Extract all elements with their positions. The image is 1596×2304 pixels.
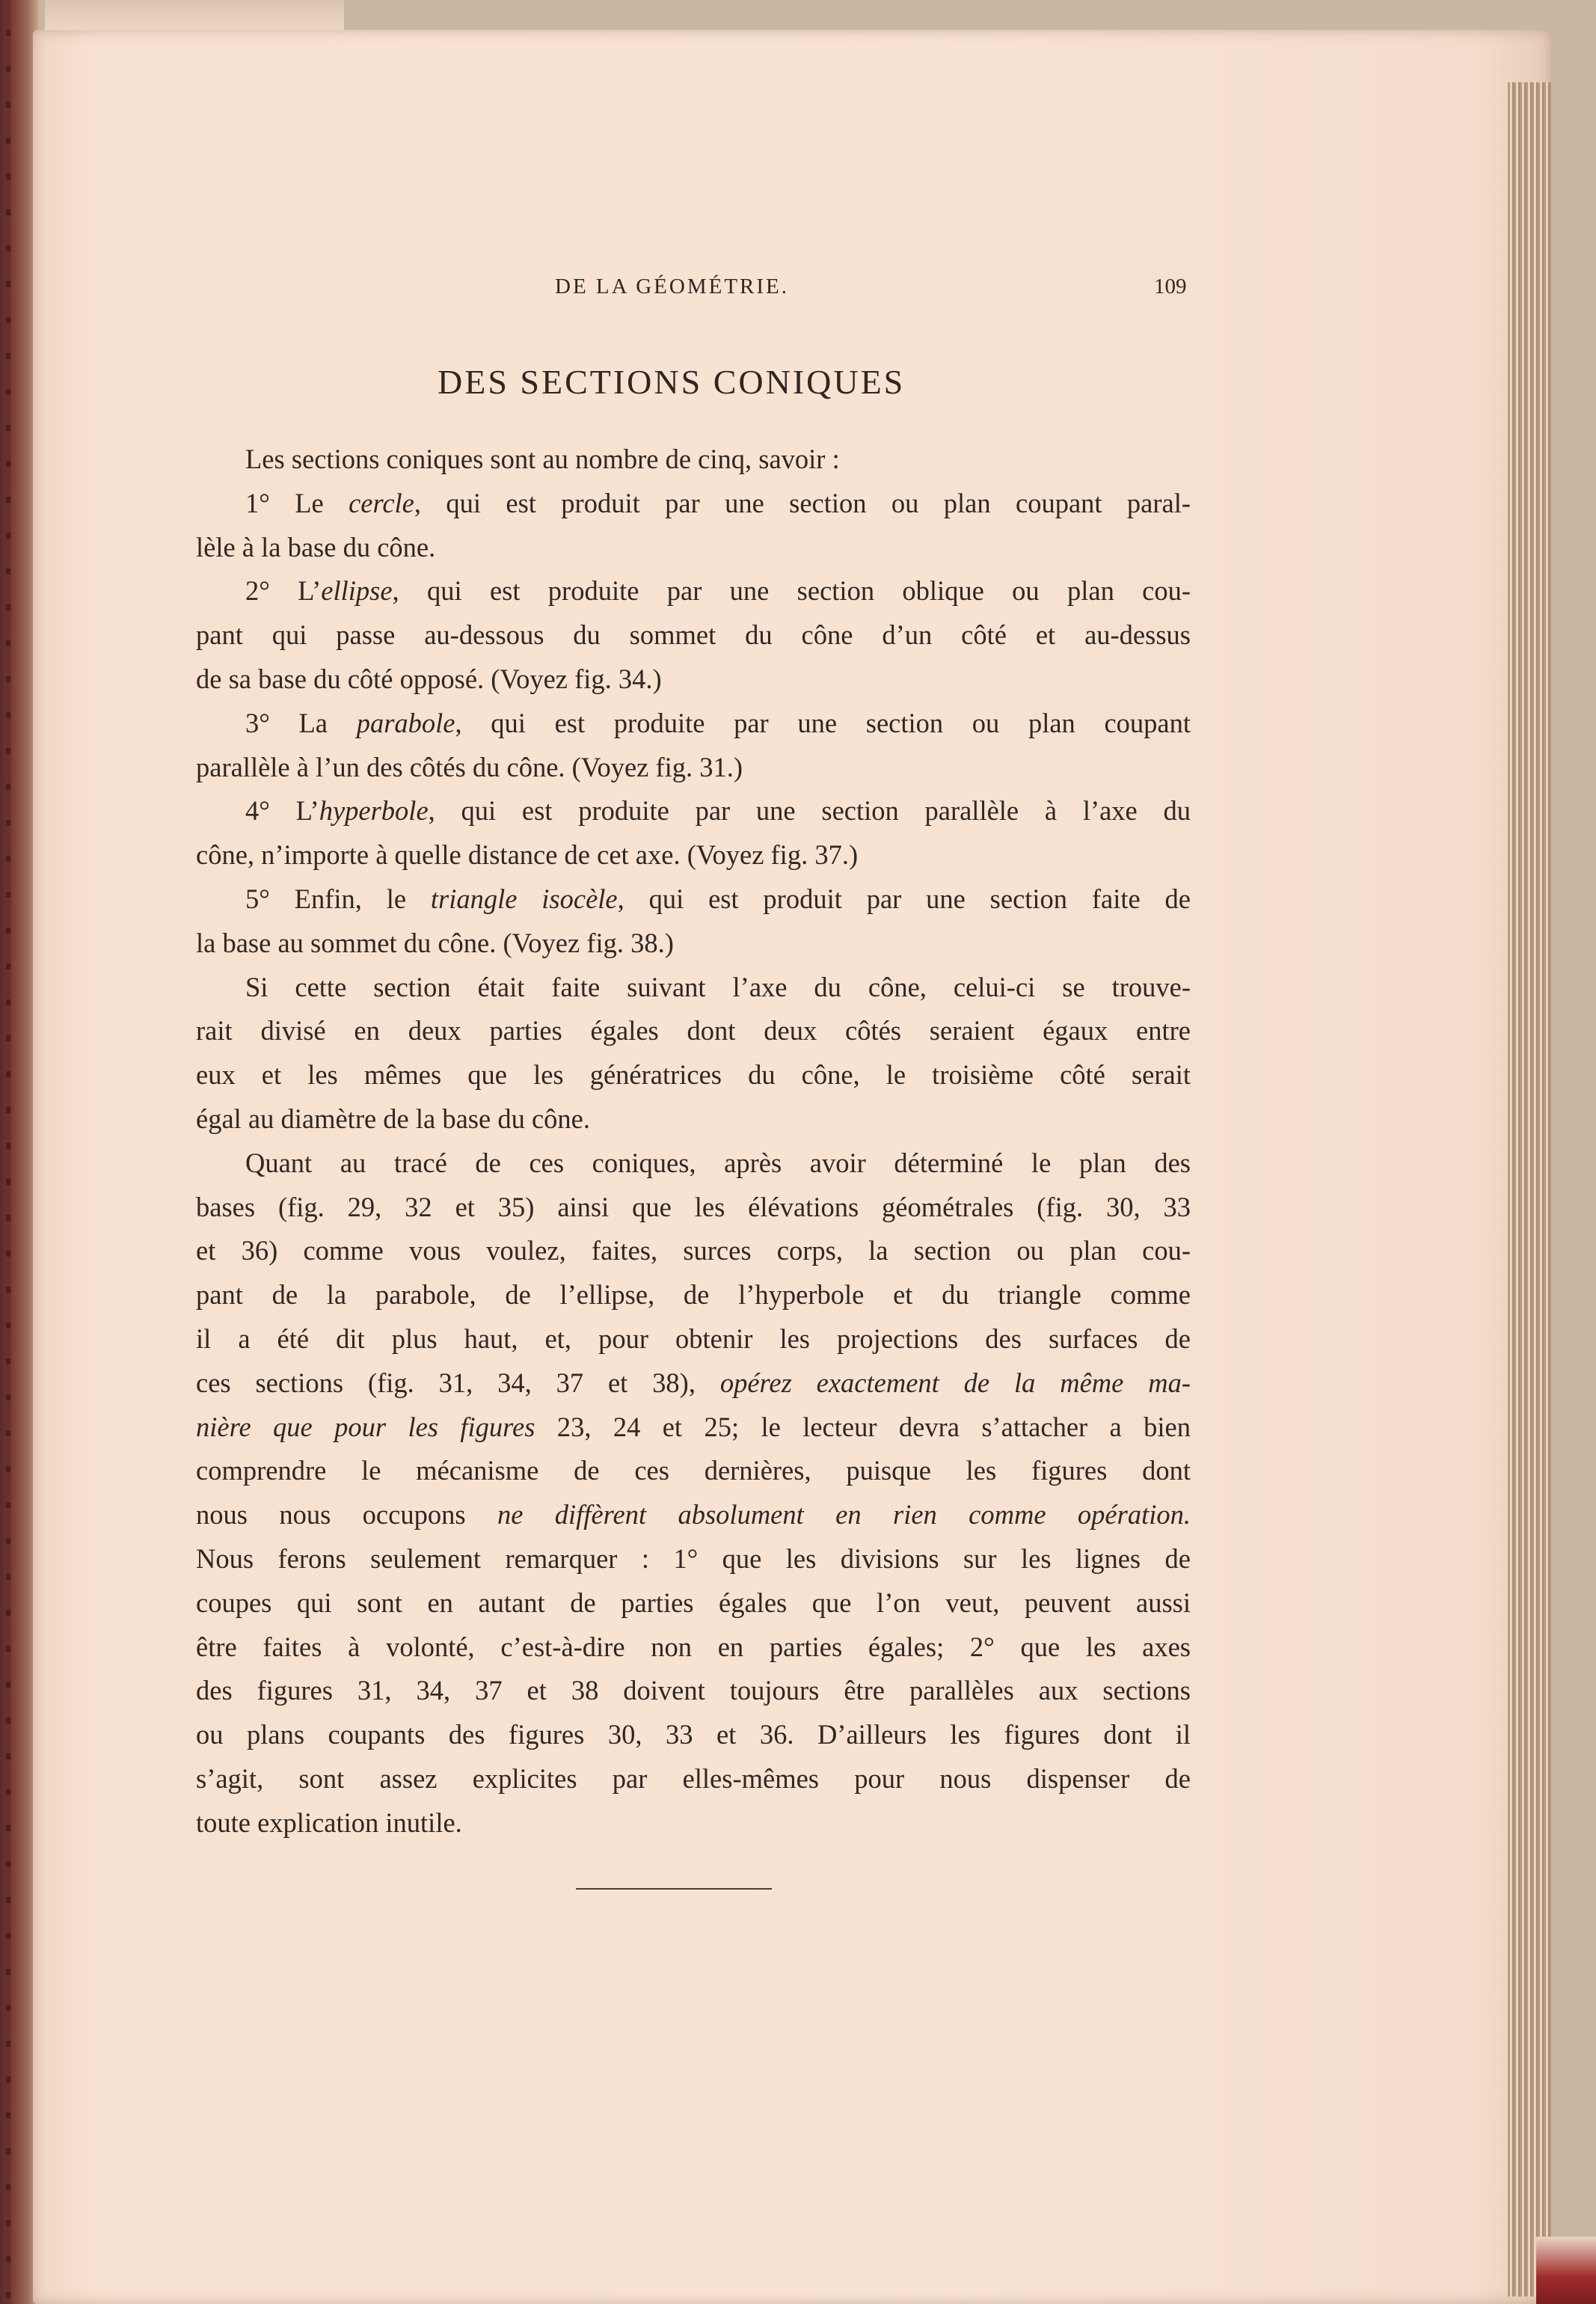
text-line	[196, 833, 1191, 877]
page-edges	[1508, 82, 1551, 2297]
text-run: toute explication inutile.	[196, 1807, 462, 1838]
text-line	[196, 613, 1191, 658]
text-run: s’agit, sont assez explicites par elles-mêmes pour nous dispenser de	[196, 1762, 1191, 1794]
text-run: Les sections coniques sont au nombre de cinq, savoir :	[245, 444, 840, 474]
running-head: DE LA GÉOMÉTRIE.	[555, 275, 789, 298]
text-line	[196, 1537, 1191, 1581]
text-line	[196, 966, 1191, 1010]
text-run: pant de la parabole, de l’ellipse, de l’hyperbole et du triangle comme	[196, 1279, 1191, 1311]
text-run: parallèle à l’un des côtés du cône. (Voyez fig. 31.)	[196, 751, 743, 782]
text-line	[196, 702, 1191, 746]
text-run: 5° Enfin, le	[245, 883, 431, 914]
previous-page-fold	[45, 0, 344, 33]
text-line	[196, 1669, 1191, 1713]
paragraph	[196, 702, 1191, 790]
text-run: lèle à la base du cône.	[196, 531, 436, 563]
paragraph	[196, 789, 1191, 877]
text-run: nous nous occupons	[196, 1499, 497, 1531]
text-run: Si cette section était faite suivant l’axe du cône, celui-ci se trouve-	[245, 971, 1191, 1002]
text-line	[196, 1406, 1191, 1450]
text-run: cône, n’importe à quelle distance de cet axe. (Voyez fig. 37.)	[196, 839, 859, 871]
text-run: 23, 24 et 25; le lecteur devra s’attacher a bien	[535, 1411, 1191, 1442]
paragraph	[196, 438, 1191, 482]
text-line	[196, 1186, 1191, 1230]
page-number: 109	[1154, 275, 1187, 298]
text-line	[196, 1449, 1191, 1493]
text-line	[196, 658, 1191, 702]
text-line	[196, 1757, 1191, 1801]
text-run: bases (fig. 29, 32 et 35) ainsi que les élévations géométrales (fig. 30, 33	[196, 1191, 1191, 1222]
text-run: comprendre le mécanisme de ces dernières, puisque les figures dont	[196, 1455, 1191, 1486]
text-line	[196, 526, 1191, 570]
text-run: pant qui passe au-dessous du sommet du cône d’un côté et au-dessus	[196, 619, 1191, 651]
text-run: 2° L’	[245, 575, 322, 607]
text-line	[196, 1053, 1191, 1097]
text-line	[196, 746, 1191, 790]
italic-text: opérez exactement de la même ma-	[719, 1367, 1191, 1398]
text-run: Quant au tracé de ces coniques, après avoir déterminé le plan des	[245, 1147, 1191, 1178]
text-line	[196, 1713, 1191, 1757]
text-run: rait divisé en deux parties égales dont deux côtés seraient égaux entre	[196, 1015, 1191, 1047]
text-run: , qui est produite par une section parallèle à l’axe du	[428, 795, 1191, 827]
cover-corner	[1536, 2237, 1596, 2304]
text-run: et 36) comme vous voulez, faites, surces corps, la section ou plan cou-	[196, 1235, 1191, 1266]
text-run: Nous ferons seulement remarquer : 1° que les divisions sur les lignes de	[196, 1542, 1191, 1574]
text-line	[196, 789, 1191, 833]
text-run: 1° Le	[245, 487, 349, 518]
paragraph	[196, 1142, 1191, 1845]
paragraph	[196, 482, 1191, 570]
text-run: ces sections (fig. 31, 34, 37 et 38),	[196, 1367, 720, 1398]
paragraph	[196, 966, 1191, 1142]
paragraph	[196, 569, 1191, 701]
text-line	[196, 1273, 1191, 1317]
text-run: des figures 31, 34, 37 et 38 doivent toujours être parallèles aux sections	[196, 1675, 1191, 1706]
text-run: , qui est produit par une section ou plan coupant paral-	[414, 487, 1191, 518]
text-run: coupes qui sont en autant de parties égales que l’on veut, peuvent aussi	[196, 1587, 1191, 1618]
text-line	[196, 922, 1191, 966]
text-line	[196, 1009, 1191, 1053]
text-run: il a été dit plus haut, et, pour obtenir les projections des surfaces de	[196, 1323, 1191, 1354]
italic-text: ne diffèrent absolument en rien comme opération.	[497, 1499, 1191, 1531]
text-line	[196, 482, 1191, 526]
text-line	[196, 1626, 1191, 1670]
text-line	[196, 438, 1191, 482]
text-line	[196, 1361, 1191, 1406]
italic-text: cercle	[349, 487, 414, 518]
text-line	[196, 1317, 1191, 1361]
text-run: 4° L’	[245, 795, 319, 827]
text-line	[196, 1097, 1191, 1142]
text-run: eux et les mêmes que les génératrices du cône, le troisième côté serait	[196, 1059, 1191, 1091]
text-run: la base au sommet du cône. (Voyez fig. 38.)	[196, 927, 674, 958]
italic-text: triangle isocèle	[430, 883, 618, 914]
text-run: , qui est produit par une section faite de	[617, 883, 1191, 914]
text-line	[196, 1142, 1191, 1186]
text-run: égal au diamètre de la base du cône.	[196, 1103, 590, 1134]
text-line	[196, 1229, 1191, 1273]
section-title: DES SECTIONS CONIQUES	[438, 363, 906, 401]
end-rule	[576, 1888, 772, 1890]
paragraph	[196, 877, 1191, 966]
text-line	[196, 1581, 1191, 1626]
text-run: être faites à volonté, c’est-à-dire non en parties égales; 2° que les axes	[196, 1631, 1191, 1662]
text-line	[196, 877, 1191, 922]
text-run: , qui est produite par une section oblique ou plan cou-	[392, 575, 1191, 607]
text-run: de sa base du côté opposé. (Voyez fig. 34.)	[196, 663, 662, 694]
text-run: 3° La	[245, 707, 357, 738]
italic-text: parabole	[356, 707, 455, 738]
text-run: , qui est produite par une section ou plan coupant	[455, 707, 1191, 738]
italic-text: nière que pour les figures	[196, 1411, 535, 1442]
text-line	[196, 569, 1191, 613]
body-text	[196, 438, 1191, 1845]
italic-text: ellipse	[321, 575, 393, 607]
italic-text: hyperbole	[319, 795, 429, 827]
text-line	[196, 1493, 1191, 1537]
text-run: ou plans coupants des figures 30, 33 et 36. D’ailleurs les figures dont il	[196, 1719, 1191, 1750]
text-line	[196, 1801, 1191, 1845]
